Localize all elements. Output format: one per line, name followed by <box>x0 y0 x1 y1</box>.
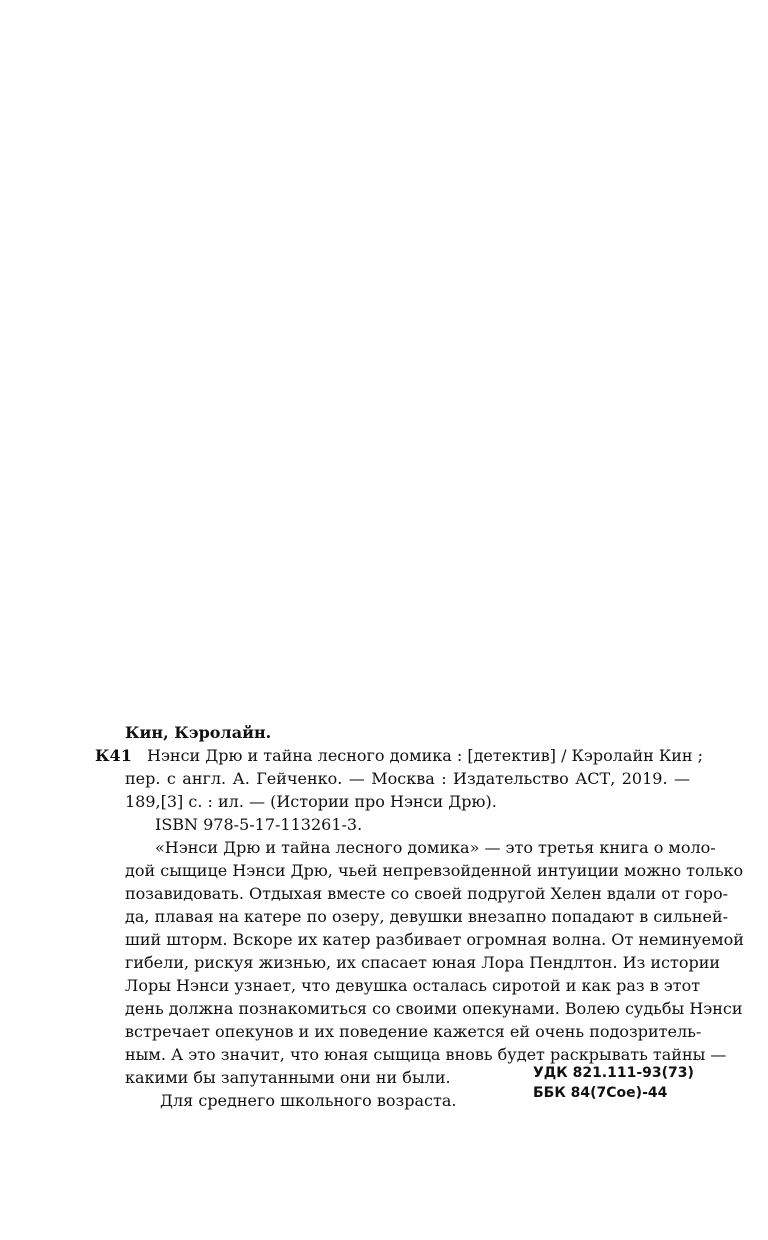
book-annotation <box>125 836 744 1089</box>
annotation-line: гибели, рискуя жизнью, их спасает юная Лора Пендлтон. Из истории <box>125 953 721 972</box>
title-line-3: 189,[3] с. : ил. — (Истории про Нэнси Дрю). <box>125 792 497 811</box>
annotation-line: Лоры Нэнси узнает, что девушка осталась сиротой и как раз в этот <box>125 976 701 995</box>
annotation-line: позавидовать. Отдыхая вместе со своей подругой Хелен вдали от горо- <box>125 884 729 903</box>
title-row <box>95 744 704 767</box>
annotation-line: ший шторм. Вскоре их катер разбивает огромная волна. От неминуемой <box>125 930 744 949</box>
annotation-line: какими бы запутанными они ни были. <box>125 1068 451 1087</box>
bbk-code: ББК 84(7Сое)-44 <box>533 1085 668 1101</box>
annotation-line: да, плавая на катере по озеру, девушки внезапно попадают в сильней- <box>125 907 729 926</box>
classification-codes <box>533 1063 694 1103</box>
audience-note: Для среднего школьного возраста. <box>160 1091 457 1110</box>
isbn-line: ISBN 978-5-17-113261-3. <box>155 815 363 834</box>
author-heading: Кин, Кэролайн. <box>125 723 272 742</box>
annotation-line: «Нэнси Дрю и тайна лесного домика» — это третья книга о моло- <box>155 838 716 857</box>
annotation-line: ным. А это значит, что юная сыщица вновь будет раскрывать тайны — <box>125 1045 727 1064</box>
udk-code: УДК 821.111-93(73) <box>533 1065 694 1081</box>
annotation-line: дой сыщице Нэнси Дрю, чьей непревзойденной интуиции можно только <box>125 861 744 880</box>
title-line-1: Нэнси Дрю и тайна лесного домика : [детектив] / Кэролайн Кин ; <box>147 746 704 765</box>
catalog-record <box>95 721 744 1112</box>
title-line-2: пер. с англ. А. Гейченко. — Москва : Издательство АСТ, 2019. — <box>125 769 690 788</box>
annotation-line: встречает опекунов и их поведение кажется ей очень подозритель- <box>125 1022 702 1041</box>
author-cipher: К41 <box>95 746 132 765</box>
annotation-line: день должна познакомиться со своими опекунами. Волею судьбы Нэнси <box>125 999 743 1018</box>
